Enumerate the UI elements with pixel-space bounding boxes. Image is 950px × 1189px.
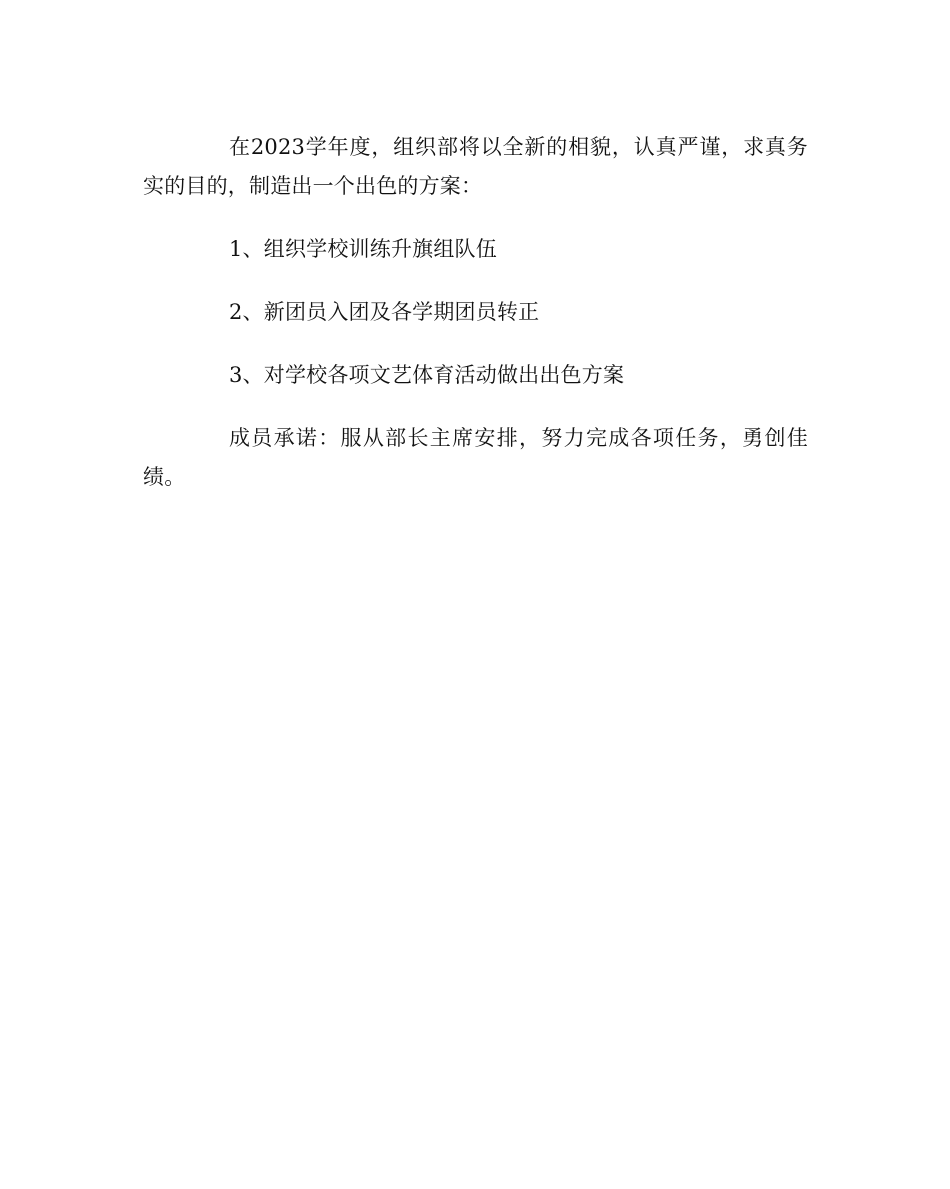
plan-item-1: 1、组织学校训练升旗组队伍	[229, 237, 497, 261]
member-pledge-paragraph: 成员承诺：服从部长主席安排，努力完成各项任务，勇创佳绩。	[143, 426, 808, 489]
intro-paragraph: 在2023学年度，组织部将以全新的相貌，认真严谨，求真务实的目的，制造出一个出色的方案：	[143, 135, 808, 198]
plan-item-2: 2、新团员入团及各学期团员转正	[229, 300, 540, 324]
plan-item-3: 3、对学校各项文艺体育活动做出出色方案	[229, 363, 625, 387]
document-body	[143, 128, 808, 521]
